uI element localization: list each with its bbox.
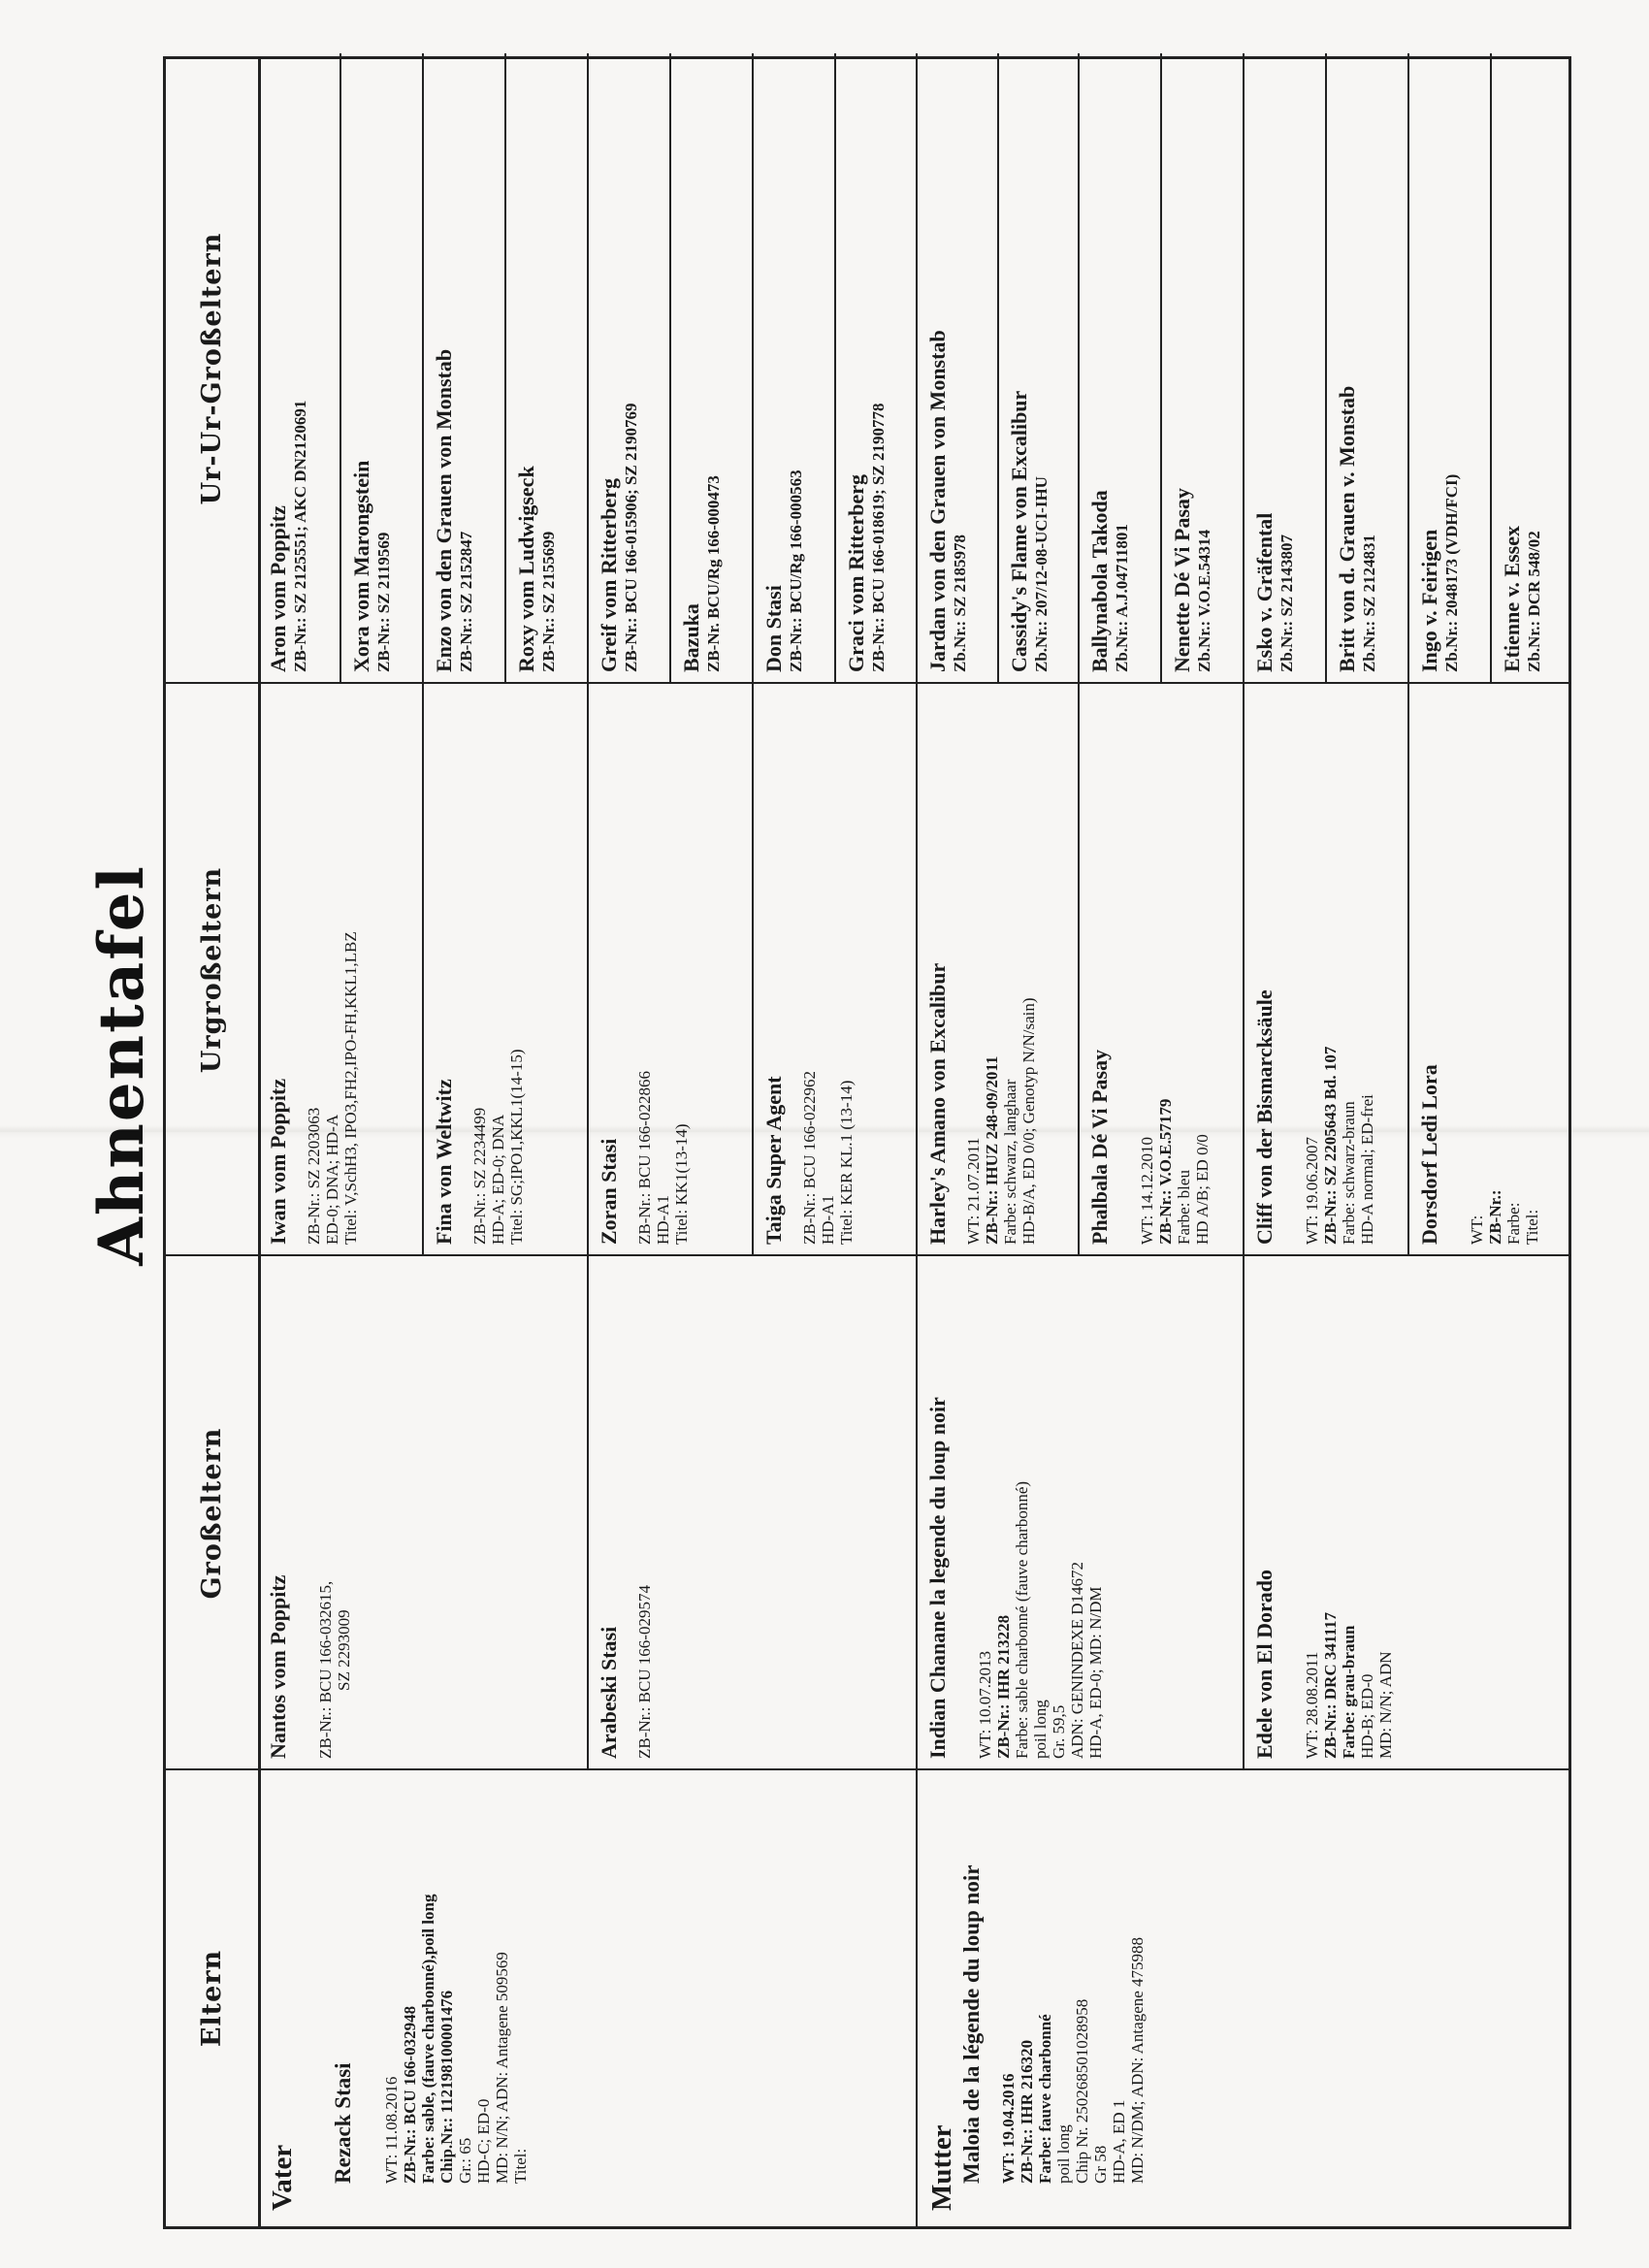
- ururgrosseltern-cell: [341, 53, 422, 684]
- ancestor-zb: ZB-Nr.: SZ 2119569: [374, 532, 393, 672]
- dorsdorf-farbe: Farbe:: [1504, 1202, 1523, 1245]
- ururgrosseltern-cell: [589, 53, 669, 684]
- urgrosseltern-fina-cell: [424, 684, 587, 1256]
- zoran-zb: ZB-Nr.: BCU 166-022866: [635, 1071, 654, 1245]
- fina-titel: Titel: SG;IPO1,KKL1(14-15): [507, 1049, 526, 1245]
- ancestor-name: Aron vom Poppitz: [266, 505, 290, 672]
- edele-farbe: Farbe: grau-braun: [1340, 1625, 1358, 1759]
- zoran-titel: Titel: KK1(13-14): [672, 1123, 691, 1245]
- harley-name: Harley's Amano von Excalibur: [925, 962, 950, 1245]
- urgrosseltern-phalbala-cell: [1080, 684, 1243, 1256]
- grosseltern-nantos-cell: [258, 1256, 587, 1770]
- iwan-zb: ZB-Nr.: SZ 2203063: [305, 1107, 323, 1245]
- ururgrosseltern-cell: [754, 53, 834, 684]
- ururgrosseltern-cell: [671, 53, 752, 684]
- ancestor-zb: ZB-Nr.: SZ 2152847: [457, 531, 475, 672]
- ururgrosseltern-cell: [258, 53, 340, 684]
- ancestor-zb: Zb.Nr.: 207/12-08-UCI-IHU: [1032, 476, 1051, 672]
- indian-wt: WT: 10.07.2013: [976, 1650, 994, 1759]
- ururgrosseltern-cell: [836, 53, 916, 684]
- ancestor-zb: ZB-Nr. BCU/Rg 166-000473: [704, 475, 723, 672]
- indian-name: Indian Chanane la legende du loup noir: [925, 1397, 950, 1759]
- phalbala-hd: HD A/B; ED 0/0: [1193, 1134, 1212, 1245]
- cliff-farbe: Farbe: schwarz-braun: [1340, 1101, 1358, 1245]
- ancestor-name: Jardan von den Grauen von Monstab: [925, 330, 950, 672]
- ancestor-name: Britt von d. Grauen v. Monstab: [1335, 385, 1359, 672]
- ancestor-zb: Zb.Nr.: A.J.04711801: [1113, 524, 1131, 672]
- ancestor-name: Nenette Dé Vi Pasay: [1170, 487, 1194, 672]
- mutter-name: Maloia de la légende du loup noir: [959, 1864, 984, 2184]
- urgrosseltern-zoran-cell: [589, 684, 752, 1256]
- edele-md: MD: N/N; ADN: [1376, 1651, 1395, 1759]
- indian-farbe: Farbe: sable charbonné (fauve charbonné): [1013, 1480, 1031, 1759]
- indian-zb: ZB-Nr.: IHR 213228: [994, 1614, 1013, 1759]
- vater-name: Rezack Stasi: [331, 2062, 355, 2184]
- ancestor-name: Don Stasi: [761, 585, 786, 672]
- mutter-label: Mutter: [926, 2124, 957, 2211]
- header-urgrosseltern: Urgroßeltern: [197, 866, 227, 1074]
- taiga-hd: HD-A1: [819, 1195, 837, 1245]
- document-title: Ahnentafel: [85, 864, 158, 1266]
- nantos-zb2: SZ 2293009: [335, 1609, 353, 1691]
- mutter-zb: ZB-Nr.: IHR 216320: [1018, 2039, 1036, 2184]
- edele-wt: WT: 28.08.2011: [1303, 1651, 1321, 1759]
- fina-zb: ZB-Nr.: SZ 2234499: [470, 1107, 489, 1245]
- iwan-ed: ED-0; DNA; HD-A: [323, 1114, 341, 1245]
- ancestor-name: Esko v. Gräfental: [1252, 512, 1277, 672]
- cliff-wt: WT: 19.06.2007: [1303, 1136, 1321, 1245]
- ururgrosseltern-cell: [1409, 53, 1490, 684]
- ancestor-zb: Zb.Nr.: SZ 2124831: [1360, 534, 1378, 672]
- mutter-md: MD: N/DM; ADN: Antagene 475988: [1128, 1936, 1147, 2184]
- ancestor-name: Ballynabola Takoda: [1087, 490, 1112, 672]
- harley-wt: WT: 21.07.2011: [964, 1137, 983, 1245]
- header-eltern: Eltern: [197, 1949, 227, 2048]
- table-header-row: [166, 59, 261, 2226]
- vater-chip: Chip.Nr.: 112198100001476: [437, 1990, 456, 2184]
- vater-wt: WT: 11.08.2016: [382, 2076, 401, 2184]
- ancestor-zb: Zb.Nr.: SZ 2185978: [951, 534, 969, 672]
- vater-cell: [258, 1770, 916, 2226]
- ancestor-name: Greif vom Ritterberg: [597, 478, 621, 672]
- ururgrosseltern-cell: [424, 53, 504, 684]
- ururgrosseltern-cell: [1162, 53, 1243, 684]
- arabeski-name: Arabeski Stasi: [597, 1626, 621, 1759]
- vater-gr: Gr.: 65: [456, 2137, 474, 2184]
- phalbala-name: Phalbala Dé Vi Pasay: [1087, 1049, 1112, 1245]
- cliff-name: Cliff von der Bismarcksäule: [1252, 989, 1277, 1245]
- ururgrosseltern-cell: [999, 53, 1078, 684]
- ancestor-name: Cassidy's Flame von Excalibur: [1007, 390, 1031, 672]
- taiga-name: Taiga Super Agent: [761, 1076, 786, 1245]
- urgrosseltern-iwan-cell: [258, 684, 422, 1256]
- dorsdorf-zb: ZB-Nr.:: [1486, 1189, 1504, 1245]
- zoran-hd: HD-A1: [654, 1195, 672, 1245]
- edele-hd: HD-B; ED-0: [1358, 1673, 1376, 1759]
- harley-zb: ZB-Nr.: IHUZ 248-09/2011: [983, 1055, 1001, 1245]
- dorsdorf-titel: Titel:: [1523, 1209, 1541, 1245]
- indian-gr: Gr. 59,5: [1050, 1704, 1068, 1759]
- edele-zb: ZB-Nr.: DRC 341117: [1321, 1612, 1340, 1759]
- phalbala-wt: WT: 14.12.2010: [1138, 1136, 1156, 1245]
- urgrosseltern-cliff-cell: [1245, 684, 1407, 1256]
- indian-poil: poil long: [1031, 1700, 1050, 1759]
- edele-name: Edele von El Dorado: [1252, 1570, 1277, 1759]
- mutter-hd: HD-A, ED 1: [1110, 2099, 1128, 2184]
- nantos-zb: ZB-Nr.: BCU 166-032615,: [316, 1580, 335, 1759]
- iwan-name: Iwan vom Poppitz: [266, 1078, 290, 1245]
- fina-name: Fina von Weltwitz: [432, 1079, 456, 1245]
- ururgrosseltern-cell: [506, 53, 587, 684]
- ururgrosseltern-cell: [1492, 53, 1571, 684]
- ancestor-zb: ZB-Nr.: BCU 166-018619; SZ 2190778: [869, 403, 888, 672]
- ancestor-zb: ZB-Nr.: BCU/Rg 166-000563: [787, 470, 805, 672]
- vater-hd: HD-C; ED-0: [474, 2098, 493, 2184]
- mutter-gr: Gr 58: [1091, 2145, 1110, 2184]
- mutter-wt: WT: 19.04.2016: [999, 2073, 1018, 2184]
- vater-label: Vater: [267, 2144, 298, 2211]
- ancestor-zb: ZB-Nr.: SZ 2155699: [539, 531, 558, 672]
- cliff-hd: HD-A normal; ED-frei: [1358, 1094, 1376, 1245]
- indian-adn: ADN: GENINDEXE D14672: [1068, 1561, 1086, 1759]
- ancestor-name: Graci vom Ritterberg: [844, 473, 868, 672]
- ancestor-name: Ingo v. Feirigen: [1417, 529, 1441, 672]
- indian-hd: HD-A, ED-0; MD: N/DM: [1086, 1586, 1105, 1759]
- ancestor-zb: Zb.Nr.: DCR 548/02: [1525, 531, 1543, 672]
- harley-hd: HD-B/A, ED 0/0; Genotyp N/N/sain): [1019, 997, 1038, 1245]
- pedigree-table: [163, 56, 1571, 2229]
- urgrosseltern-taiga-cell: [754, 684, 916, 1256]
- phalbala-farbe: Farbe: bleu: [1175, 1170, 1193, 1245]
- dorsdorf-name: Dorsdorf Ledi Lora: [1417, 1064, 1441, 1245]
- cliff-zb: ZB-Nr.: SZ 2205643 Bd. 107: [1321, 1046, 1340, 1245]
- vater-md: MD: N/N; ADN: Antagene 509569: [493, 1952, 511, 2184]
- header-ururgrosseltern: Ur-Ur-Großeltern: [197, 232, 227, 505]
- vater-titel: Titel:: [511, 2148, 530, 2184]
- grosseltern-arabeski-cell: [589, 1256, 916, 1770]
- ancestor-name: Enzo von den Grauen von Monstab: [432, 348, 456, 672]
- ancestor-zb: ZB-Nr.: BCU 166-015906; SZ 2190769: [622, 403, 640, 672]
- phalbala-zb: ZB-Nr.: V.O.E.57179: [1156, 1098, 1175, 1245]
- mutter-farbe: Farbe: fauve charbonné: [1036, 2014, 1054, 2184]
- ancestor-name: Etienne v. Essex: [1500, 526, 1524, 672]
- mutter-poil: poil long: [1054, 2124, 1073, 2184]
- grosseltern-indian-cell: [918, 1256, 1243, 1770]
- vater-farbe: Farbe: sable, (fauve charbonné),poil long: [419, 1894, 437, 2184]
- ancestor-zb: Zb.Nr.: V.O.E.54314: [1195, 529, 1213, 672]
- iwan-titel: Titel: V,SchH3, IPO3,FH2,IPO-FH,KKL1,LBZ: [341, 931, 360, 1245]
- ancestor-zb: Zb.Nr.: SZ 2143807: [1277, 534, 1296, 672]
- ururgrosseltern-cell: [1080, 53, 1160, 684]
- zoran-name: Zoran Stasi: [597, 1138, 621, 1245]
- ancestor-zb: Zb.Nr.: 2048173 (VDH/FCI): [1442, 473, 1461, 672]
- taiga-titel: Titel: KER KL.1 (13-14): [837, 1080, 856, 1245]
- header-grosseltern: Großeltern: [197, 1427, 227, 1600]
- urgrosseltern-dorsdorf-cell: [1409, 684, 1571, 1256]
- dorsdorf-wt: WT:: [1468, 1215, 1486, 1245]
- ancestor-zb: ZB-Nr.: SZ 2125551; AKC DN2120691: [291, 400, 309, 672]
- vater-zb: ZB-Nr.: BCU 166-032948: [401, 2005, 419, 2184]
- taiga-zb: ZB-Nr.: BCU 166-022962: [800, 1071, 819, 1245]
- urgrosseltern-harley-cell: [918, 684, 1078, 1256]
- arabeski-zb: ZB-Nr.: BCU 166-029574: [635, 1585, 654, 1759]
- mutter-chip: Chip Nr. 250268501028958: [1073, 1998, 1091, 2184]
- ururgrosseltern-cell: [1327, 53, 1407, 684]
- ururgrosseltern-cell: [1245, 53, 1325, 684]
- ancestor-name: Roxy vom Ludwigseck: [514, 466, 538, 672]
- ancestor-name: Xora vom Marongstein: [349, 460, 373, 672]
- nantos-name: Nantos vom Poppitz: [266, 1574, 290, 1759]
- ururgrosseltern-cell: [918, 53, 997, 684]
- ancestor-name: Bazuka: [679, 603, 703, 672]
- fina-hd: HD-A; ED-0; DNA: [489, 1114, 507, 1245]
- grosseltern-edele-cell: [1245, 1256, 1571, 1770]
- mutter-cell: [918, 1770, 1571, 2226]
- harley-farbe: Farbe: schwarz, langhaar: [1001, 1079, 1019, 1245]
